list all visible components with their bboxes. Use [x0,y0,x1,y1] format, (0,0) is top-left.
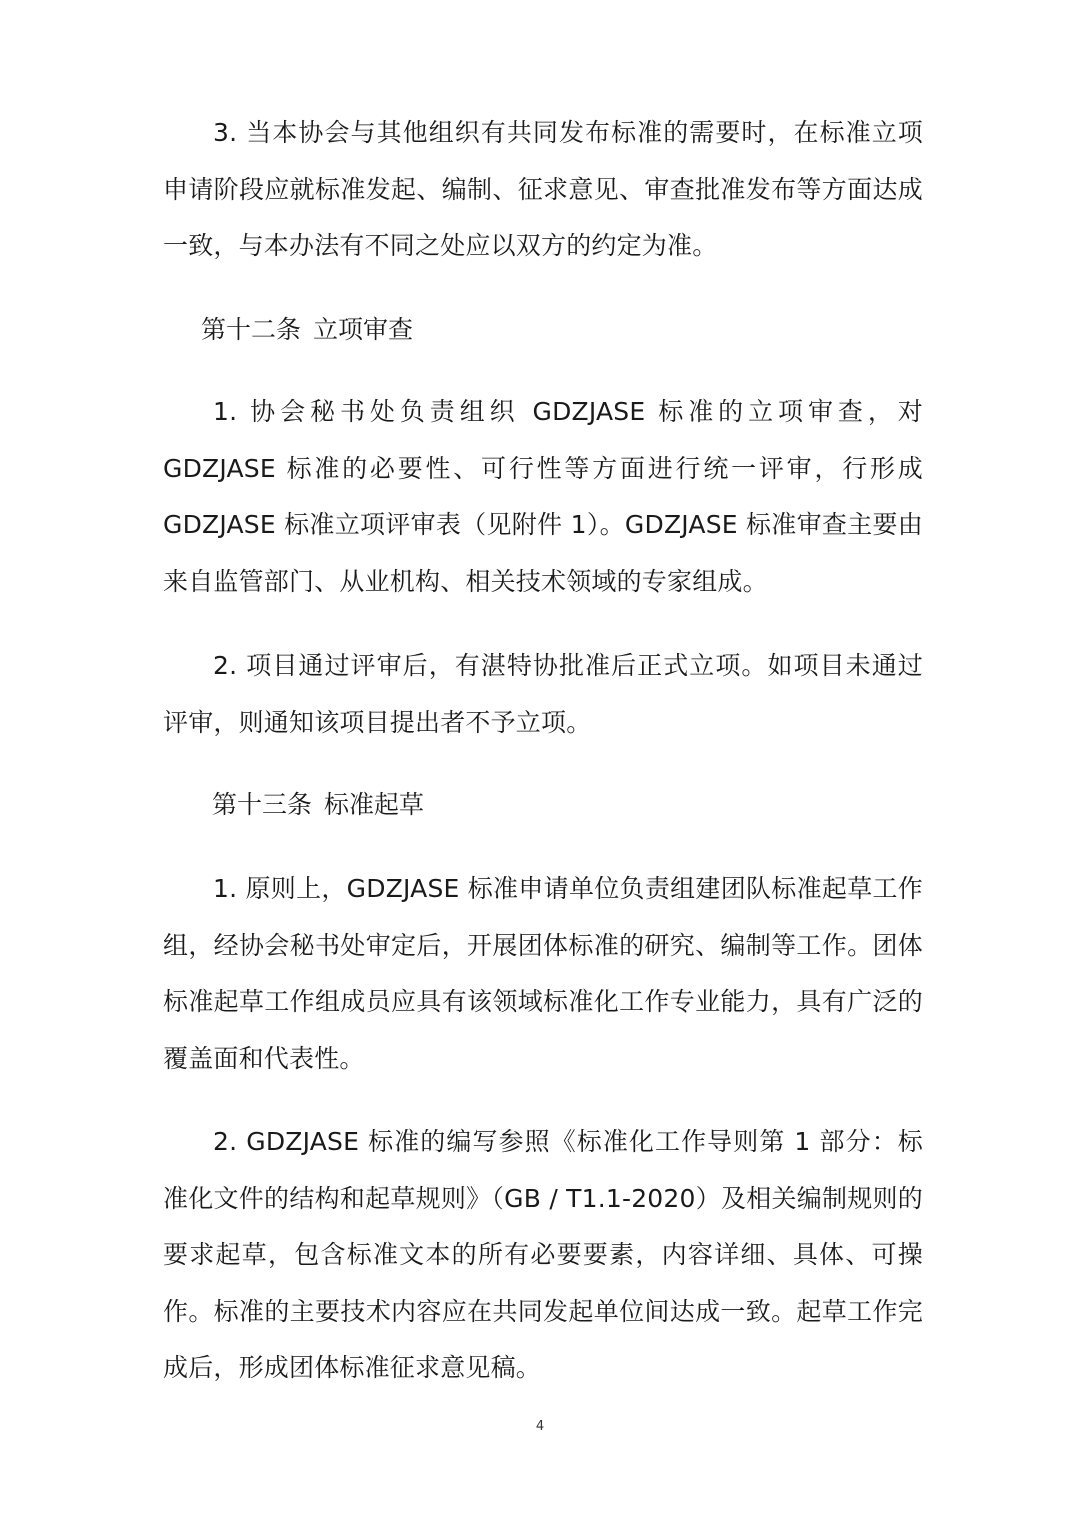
article-title: 标准起草 [324,790,425,819]
article-12-heading [201,315,413,345]
paragraph-drafting-group [163,861,923,1087]
article-title: 立项审查 [313,315,414,344]
article-number: 第十三条 [212,790,313,819]
article-number: 第十二条 [201,315,302,344]
article-13-heading [212,790,424,820]
paragraph-drafting-rules [163,1114,923,1397]
page-number: 4 [535,1419,545,1434]
paragraph-text: 3. 当本协会与其他组织有共同发布标准的需要时，在标准立项申请阶段应就标准发起、编制、征求意见、审查批准发布等方面达成一致，与本办法有不同之处应以双方的约定为准。 [163,118,923,260]
paragraph-text: 1. 原则上，GDZJASE 标准申请单位负责组建团队标准起草工作组，经协会秘书处审定后，开展团体标准的研究、编制等工作。团体标准起草工作组成员应具有该领域标准化工作专业能力，具有广泛的覆盖面和代表性。 [163,874,923,1073]
paragraph-text: 2. 项目通过评审后，有湛特协批准后正式立项。如项目未通过评审，则通知该项目提出者不予立项。 [163,651,923,737]
paragraph-project-review [163,384,923,610]
paragraph-text: 2. GDZJASE 标准的编写参照《标准化工作导则第 1 部分：标准化文件的结构和起草规则》（GB / T1.1-2020）及相关编制规则的要求起草，包含标准文本的所有必要要素，内容详细、具体、可操作。标准的主要技术内容应在共同发起单位间达成一致。起草工作完成后，形成团体标准征求意见稿。 [163,1127,923,1382]
paragraph-review-outcome [163,638,923,751]
paragraph-text: 1. 协会秘书处负责组织 GDZJASE 标准的立项审查，对 GDZJASE 标准的必要性、可行性等方面进行统一评审，行形成 GDZJASE 标准立项评审表（见附件 1）。GDZJASE 标准审查主要由来自监管部门、从业机构、相关技术领域的专家组成。 [163,397,923,596]
paragraph-joint-release [163,105,923,275]
